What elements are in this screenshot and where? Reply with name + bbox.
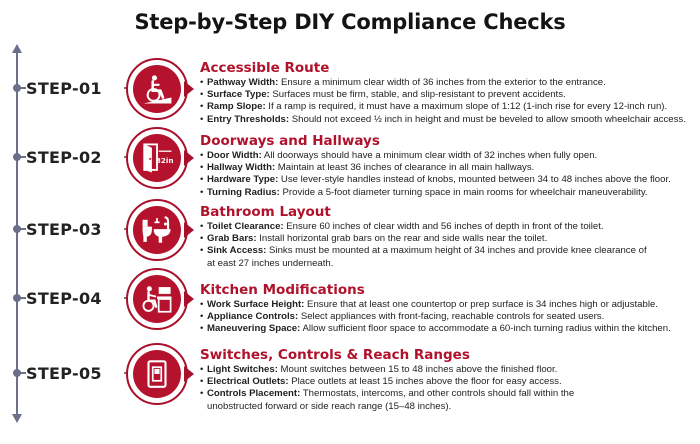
timeline-arrow-down-icon <box>12 414 22 423</box>
step-pointer <box>184 222 194 238</box>
step-heading: Switches, Controls & Reach Ranges <box>200 347 470 363</box>
list-item: • Maneuvering Space: Allow sufficient floor space to accommodate a 60-inch turning radius within the kitchen. <box>200 323 695 335</box>
list-item: • Door Width: All doorways should have a minimum clear width of 32 inches when fully open. <box>200 150 695 162</box>
list-item: • Ramp Slope: If a ramp is required, it must have a maximum slope of 1:12 (1-inch rise for every 12-inch run). <box>200 101 695 113</box>
page-title: Step-by-Step DIY Compliance Checks <box>134 10 566 34</box>
timeline-line <box>16 52 18 416</box>
list-item: • Grab Bars: Install horizontal grab bars on the rear and side walls near the toilet. <box>200 233 695 245</box>
step-pointer <box>184 291 194 307</box>
step-content <box>200 133 695 199</box>
step-content <box>200 282 695 336</box>
list-item: • Hardware Type: Use lever-style handles instead of knobs, mounted between 34 to 48 inches above the floor. <box>200 174 695 186</box>
step-label: STEP-05 <box>26 359 124 387</box>
step-pointer <box>184 366 194 382</box>
step-content <box>200 347 695 413</box>
step-heading: Accessible Route <box>200 60 330 76</box>
list-item: • Pathway Width: Ensure a minimum clear width of 36 inches from the exterior to the entrance. <box>200 77 695 89</box>
list-item-continuation: unobstructed forward or side reach range (15–48 inches). <box>207 400 452 412</box>
list-item: • Hallway Width: Maintain at least 36 inches of clearance in all main hallways. <box>200 162 695 174</box>
list-item: • Entry Thresholds: Should not exceed ½ inch in height and must be beveled to allow smooth wheelchair access. <box>200 114 695 126</box>
step-heading: Kitchen Modifications <box>200 282 365 298</box>
step-label: STEP-02 <box>26 143 124 171</box>
step-label: STEP-03 <box>26 215 124 243</box>
step-heading: Bathroom Layout <box>200 204 331 220</box>
timeline-arrow-up-icon <box>12 44 22 53</box>
list-item: • Controls Placement: Thermostats, intercoms, and other controls should fall within the <box>200 388 695 400</box>
step-label: STEP-04 <box>26 284 124 312</box>
step-icon-ring <box>126 58 188 120</box>
step-pointer <box>184 150 194 166</box>
kitchen-wheelchair-icon <box>140 282 174 316</box>
step-heading: Doorways and Hallways <box>200 133 380 149</box>
light-switch-icon <box>140 357 174 391</box>
bathroom-fixtures-icon <box>140 213 174 247</box>
step-content <box>200 204 695 270</box>
doorway-icon <box>140 141 174 175</box>
step-content <box>200 60 695 126</box>
wheelchair-ramp-icon <box>140 72 174 106</box>
step-icon-ring <box>126 268 188 330</box>
list-item: • Turning Radius: Provide a 5-foot diameter turning space in main rooms for wheelchair maneuverability. <box>200 187 695 199</box>
step-icon-ring <box>126 343 188 405</box>
list-item: • Sink Access: Sinks must be mounted at a maximum height of 34 inches and provide knee clearance of <box>200 245 695 257</box>
list-item: • Appliance Controls: Select appliances with front-facing, reachable controls for seated users. <box>200 311 695 323</box>
list-item: • Surface Type: Surfaces must be firm, stable, and slip-resistant to prevent accidents. <box>200 89 695 101</box>
list-item-continuation: at east 27 inches underneath. <box>207 257 334 269</box>
list-item: • Light Switches: Mount switches between 15 to 48 inches above the finished floor. <box>200 364 695 376</box>
list-item: • Toilet Clearance: Ensure 60 inches of clear width and 56 inches of depth in front of the toilet. <box>200 221 695 233</box>
step-icon-ring <box>126 199 188 261</box>
list-item: • Electrical Outlets: Place outlets at least 15 inches above the floor for easy access. <box>200 376 695 388</box>
list-item: • Work Surface Height: Ensure that at least one countertop or prep surface is 34 inches high or adjustable. <box>200 299 695 311</box>
door-width-label: 32in <box>155 156 174 166</box>
step-icon-ring <box>126 127 188 189</box>
step-label: STEP-01 <box>26 74 124 102</box>
step-pointer <box>184 81 194 97</box>
